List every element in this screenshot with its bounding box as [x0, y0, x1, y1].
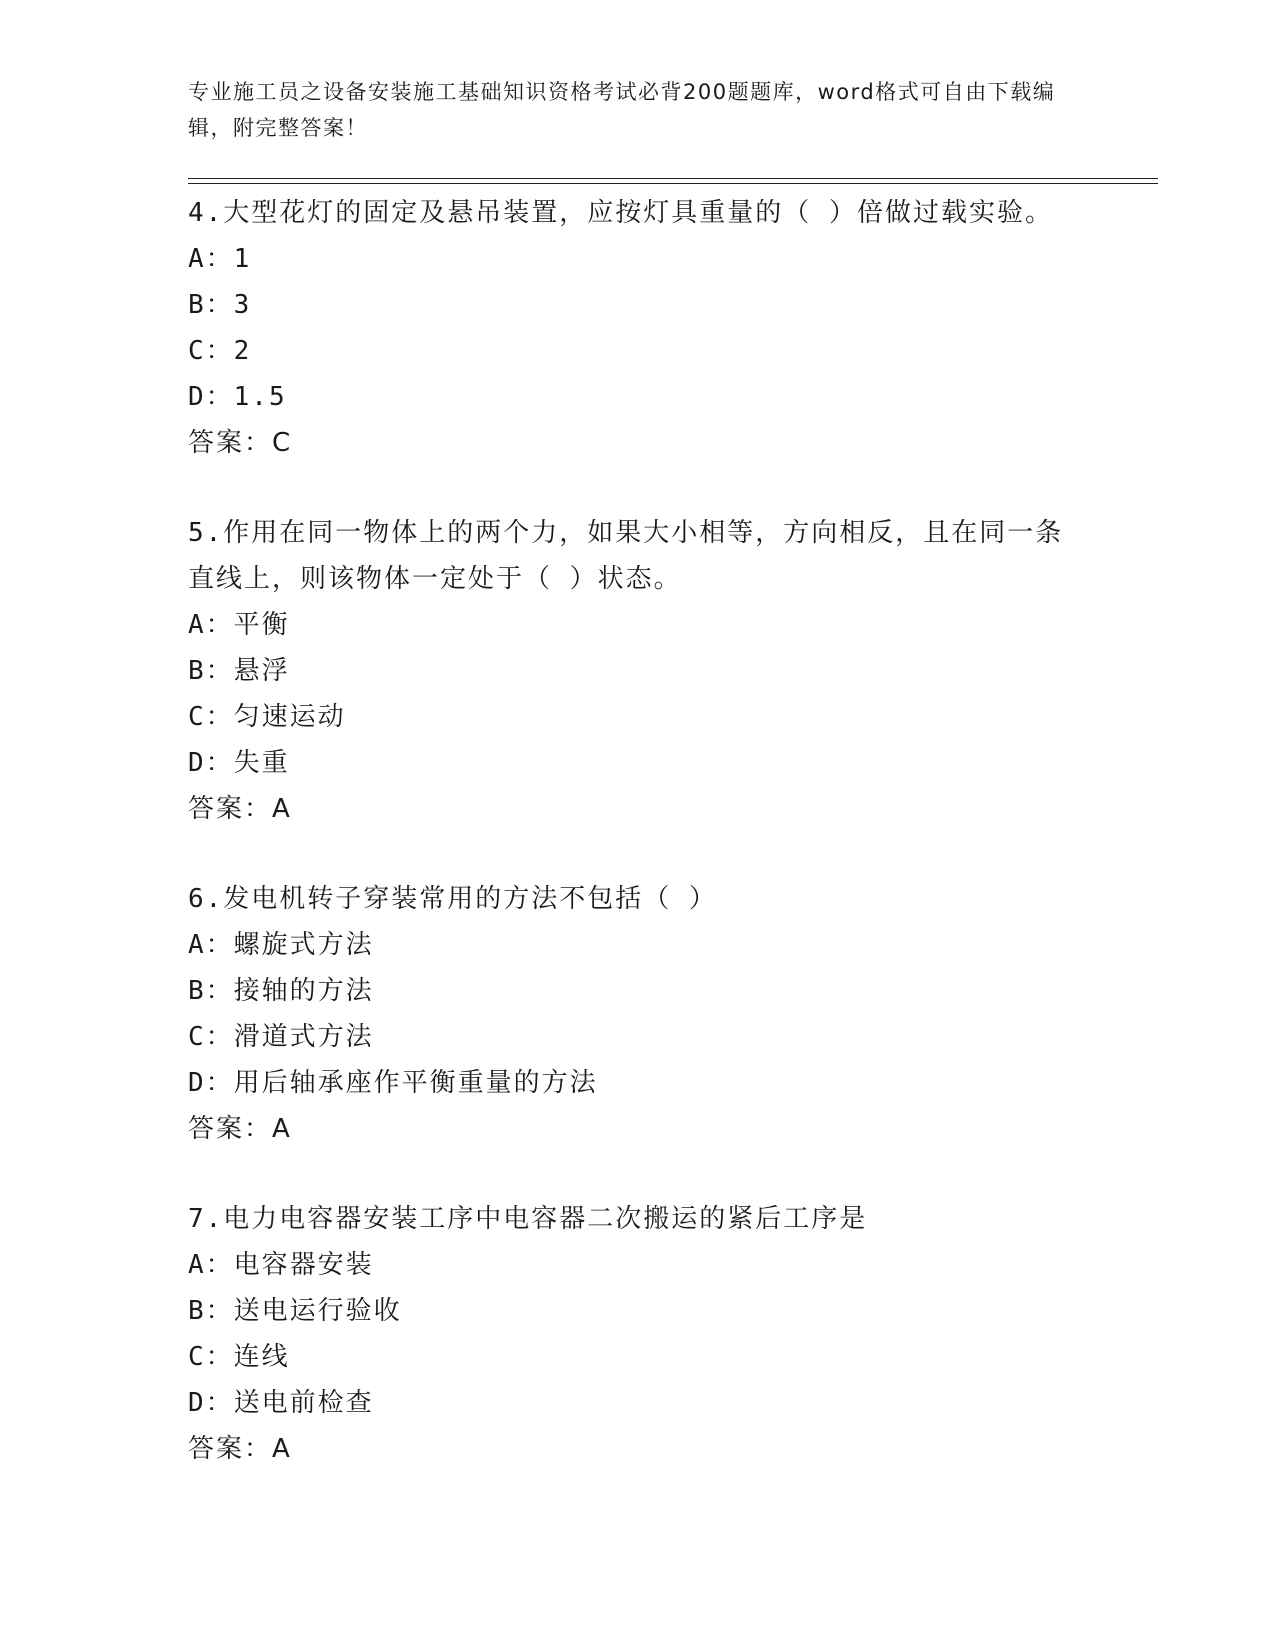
- option-d: [188, 1060, 1068, 1106]
- option-text: 悬浮: [233, 656, 290, 686]
- answer: 答案：A: [188, 794, 292, 824]
- option-letter: D：: [188, 748, 234, 778]
- option-b: [188, 1288, 1068, 1334]
- option-text: 螺旋式方法: [233, 930, 374, 960]
- option-text: 3: [233, 290, 252, 320]
- option-letter: C：: [188, 1022, 234, 1052]
- header-divider-top: [188, 178, 1158, 179]
- option-letter: C：: [188, 1342, 234, 1372]
- option-c: [188, 328, 1068, 374]
- option-letter: D：: [188, 1388, 234, 1418]
- option-letter: B：: [188, 656, 234, 686]
- option-a: [188, 236, 1068, 282]
- option-text: 滑道式方法: [233, 1022, 374, 1052]
- option-text: 匀速运动: [233, 702, 346, 732]
- document-header: 专业施工员之设备安装施工基础知识资格考试必背200题题库，word格式可自由下载编辑，附完整答案！: [188, 80, 1056, 140]
- option-a: [188, 922, 1068, 968]
- option-text: 连线: [233, 1342, 290, 1372]
- header-divider-bottom: [188, 183, 1158, 184]
- answer: 答案：C: [188, 428, 293, 458]
- question-text: 4.大型花灯的固定及悬吊装置，应按灯具重量的（ ）倍做过载实验。: [188, 198, 1053, 228]
- option-b: [188, 282, 1068, 328]
- option-letter: A：: [188, 1250, 234, 1280]
- option-letter: A：: [188, 244, 234, 274]
- question-7: [188, 1196, 1068, 1472]
- option-text: 电容器安装: [233, 1250, 374, 1280]
- option-d: [188, 740, 1068, 786]
- question-text: 6.发电机转子穿装常用的方法不包括（ ）: [188, 884, 717, 914]
- option-text: 2: [233, 336, 252, 366]
- option-text: 失重: [233, 748, 290, 778]
- option-b: [188, 968, 1068, 1014]
- question-text: 7.电力电容器安装工序中电容器二次搬运的紧后工序是: [188, 1204, 868, 1234]
- option-a: [188, 1242, 1068, 1288]
- option-letter: B：: [188, 976, 234, 1006]
- option-letter: C：: [188, 702, 234, 732]
- option-letter: A：: [188, 930, 234, 960]
- option-text: 接轴的方法: [233, 976, 374, 1006]
- option-c: [188, 694, 1068, 740]
- question-5: [188, 510, 1068, 832]
- option-b: [188, 648, 1068, 694]
- option-d: [188, 1380, 1068, 1426]
- question-list: [188, 190, 1068, 1516]
- option-c: [188, 1334, 1068, 1380]
- option-text: 1: [233, 244, 252, 274]
- question-4: [188, 190, 1068, 466]
- option-letter: B：: [188, 290, 234, 320]
- question-6: [188, 876, 1068, 1152]
- option-text: 1.5: [233, 382, 287, 412]
- option-text: 用后轴承座作平衡重量的方法: [233, 1068, 598, 1098]
- option-letter: B：: [188, 1296, 234, 1326]
- answer: 答案：A: [188, 1434, 292, 1464]
- option-text: 平衡: [233, 610, 290, 640]
- option-letter: D：: [188, 382, 234, 412]
- option-letter: A：: [188, 610, 234, 640]
- option-d: [188, 374, 1068, 420]
- option-text: 送电前检查: [233, 1388, 374, 1418]
- answer: 答案：A: [188, 1114, 292, 1144]
- question-text: 5.作用在同一物体上的两个力，如果大小相等，方向相反，且在同一条直线上，则该物体一定处于（ ）状态。: [188, 518, 1064, 594]
- option-a: [188, 602, 1068, 648]
- option-letter: C：: [188, 336, 234, 366]
- option-c: [188, 1014, 1068, 1060]
- option-text: 送电运行验收: [233, 1296, 402, 1326]
- option-letter: D：: [188, 1068, 234, 1098]
